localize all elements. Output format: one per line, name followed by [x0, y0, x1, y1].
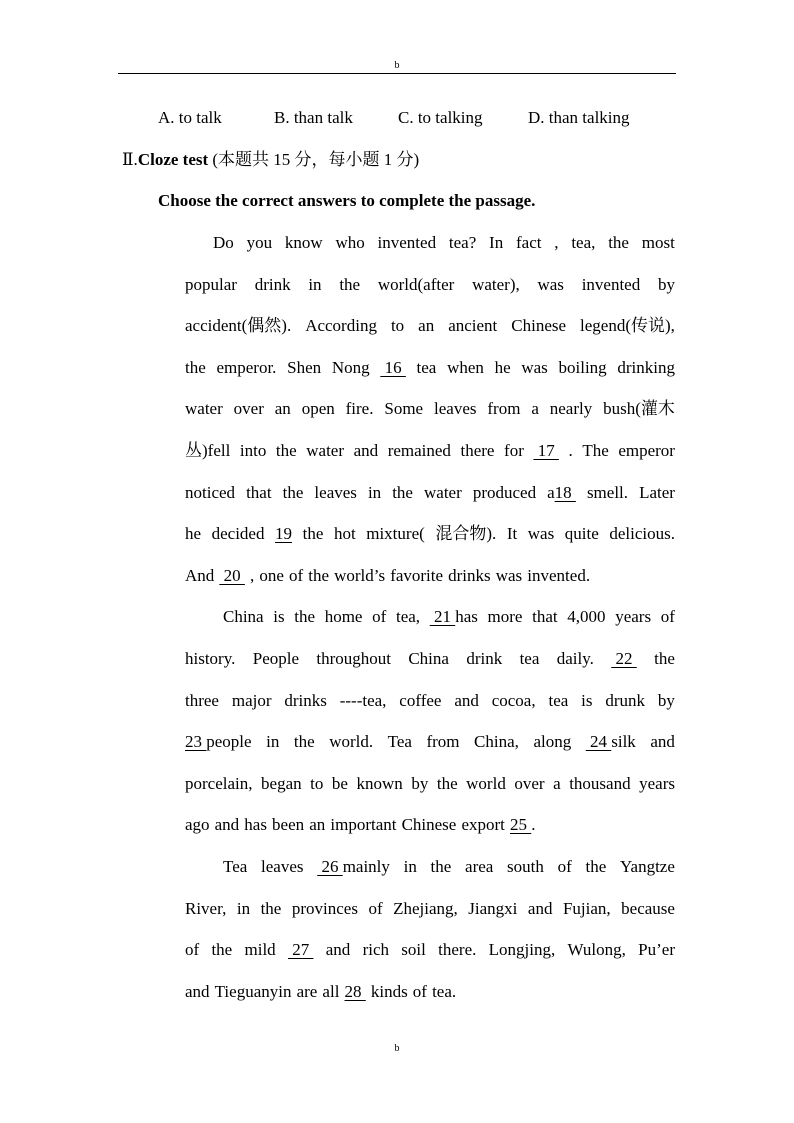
instruction: Choose the correct answers to complete the passage. [158, 191, 536, 210]
passage-word: popular [185, 274, 237, 294]
passage-word: Do [213, 233, 234, 252]
passage-word: open [301, 399, 335, 419]
passage-word: the [654, 648, 675, 668]
answer-blank: 23 [185, 732, 207, 752]
passage-word: cocoa, [491, 690, 536, 710]
passage-word: of [372, 607, 387, 627]
passage-word: Jiangxi [468, 898, 518, 918]
passage-word: tea. [432, 981, 457, 1001]
passage-word: world. [329, 732, 374, 752]
passage-word: of [557, 856, 572, 876]
passage-word: years [639, 773, 675, 793]
passage-word: to [390, 316, 405, 336]
paragraph-3 [185, 846, 675, 1012]
passage-word: there [460, 440, 495, 460]
passage-word: Longjing, [488, 940, 556, 960]
passage-word: tea? [448, 233, 477, 252]
passage-word: an [418, 316, 435, 336]
passage-word: was [537, 274, 564, 294]
passage-word: leaves [314, 482, 357, 502]
passage-word: coffee [399, 690, 442, 710]
passage-word: Later [639, 482, 675, 502]
passage-line [185, 846, 675, 888]
passage-word: favorite [390, 565, 444, 585]
passage-word: was [521, 357, 548, 377]
passage-line [185, 222, 675, 264]
passage-word: of [660, 607, 675, 627]
passage-word: a [553, 773, 561, 793]
passage-word: by [657, 274, 675, 294]
passage-word: Zhejiang, [393, 898, 458, 918]
passage-word: invented [581, 274, 641, 294]
passage-word: China, [474, 732, 519, 752]
answer-blank: 22 [611, 648, 637, 668]
passage-word: Chinese [511, 316, 567, 336]
passage-word: mixture( [366, 524, 425, 544]
passage-word: Chinese [401, 815, 457, 835]
passage-word: when [447, 357, 484, 377]
cloze-passage [185, 222, 675, 1012]
passage-word: important [330, 815, 397, 835]
passage-word: history. [185, 648, 236, 668]
passage-word: mild [244, 940, 276, 960]
passage-word: one [259, 565, 284, 585]
passage-word: fire. [345, 399, 374, 419]
answer-blank: 27 [287, 940, 314, 960]
passage-word: he [185, 524, 202, 544]
passage-word: from [426, 732, 460, 752]
passage-word [611, 638, 637, 680]
passage-word: from [487, 399, 521, 419]
passage-word: the [339, 274, 361, 294]
passage-word: daily. [556, 648, 594, 668]
passage-word: the [392, 482, 413, 502]
passage-word: Some [384, 399, 424, 419]
passage-word: 26 mainly [317, 846, 390, 888]
option-a: A. to talk [158, 108, 222, 127]
passage-line [185, 721, 675, 763]
passage-word: world(after [377, 274, 455, 294]
passage-word: by [411, 773, 429, 793]
passage-word: the [430, 856, 452, 876]
passage-word: Tea [223, 856, 248, 876]
passage-word: and [185, 981, 210, 1001]
answer-blank: 25 [509, 815, 532, 835]
passage-word: invented. [527, 565, 591, 585]
passage-word: the [282, 482, 304, 502]
passage-word: the [436, 773, 458, 793]
passage-line [185, 430, 675, 472]
passage-word: the [293, 732, 315, 752]
passage-word: leaves [434, 399, 477, 419]
page-footer-mark: b [394, 1043, 400, 1054]
passage-word: in [236, 898, 251, 918]
passage-word: smell. [586, 482, 629, 502]
passage-word: the [294, 607, 316, 627]
passage-word: 混合物). [435, 524, 497, 544]
passage-word: major [231, 690, 272, 710]
passage-word: accident(偶然). [185, 316, 292, 336]
passage-word: nearly [549, 399, 593, 419]
passage-word: because [621, 898, 675, 918]
option-c: C. to talking [398, 108, 483, 127]
passage-word: thousand [569, 773, 631, 793]
passage-word: an [309, 815, 326, 835]
passage-word: water [306, 440, 345, 460]
passage-word: world [466, 773, 506, 793]
passage-word: ago [185, 815, 210, 835]
passage-word: porcelain, [185, 773, 253, 793]
answer-blank: 18 [554, 482, 576, 502]
passage-word: three [185, 690, 219, 710]
passage-word: And [185, 565, 215, 585]
passage-word: the [260, 898, 282, 918]
passage-word: of [288, 565, 304, 585]
passage-word: People [252, 648, 300, 668]
passage-word [380, 347, 406, 389]
passage-line [185, 472, 675, 514]
passage-word: throughout [316, 648, 391, 668]
passage-word: 丛)fell [185, 440, 231, 460]
passage-word: boiling [558, 357, 607, 377]
passage-word [288, 929, 314, 971]
passage-word: years [615, 607, 652, 627]
passage-word: The [582, 440, 609, 460]
passage-word: legend(传说), [580, 316, 675, 336]
passage-word: most [641, 233, 675, 252]
passage-word: of [185, 940, 200, 960]
passage-word: he [494, 357, 511, 377]
passage-word: quite [564, 524, 599, 544]
passage-line [185, 638, 675, 680]
paragraph-1 [185, 222, 675, 596]
passage-word: is [273, 607, 285, 627]
passage-word: water [424, 482, 462, 502]
passage-word: soil [401, 940, 426, 960]
passage-word: invented [377, 233, 437, 252]
passage-word: is [581, 690, 593, 710]
passage-word: tea, [571, 233, 596, 252]
passage-line [185, 388, 675, 430]
passage-word: an [274, 399, 291, 419]
passage-word: to [310, 773, 324, 793]
passage-word: and [353, 440, 379, 460]
section-heading [122, 149, 419, 171]
passage-word [275, 513, 292, 555]
passage-word: and [527, 898, 553, 918]
passage-word: emperor. [216, 357, 277, 377]
passage-word: water [185, 399, 223, 419]
answer-blank: 20 [219, 565, 245, 585]
passage-word: in [266, 732, 280, 752]
passage-word: 24 silk [586, 721, 636, 763]
answer-blank: 26 [317, 856, 343, 876]
section-numeral: Ⅱ. [122, 150, 138, 169]
passage-word: delicious. [609, 524, 675, 544]
answer-blank: 16 [380, 357, 406, 377]
passage-word: fact [516, 233, 542, 252]
passage-line [185, 804, 675, 846]
passage-line [185, 555, 675, 597]
passage-word: a18 [547, 472, 576, 514]
passage-word: decided [211, 524, 265, 544]
passage-word: 25 . [510, 804, 536, 846]
passage-word: ----tea, [339, 690, 387, 710]
section-title: Cloze test [137, 150, 209, 169]
option-b: B. than talk [274, 108, 353, 127]
passage-word: was [495, 565, 523, 585]
passage-word: of [412, 981, 427, 1001]
passage-line [185, 929, 675, 971]
passage-word: rich [362, 940, 390, 960]
passage-word: in [308, 274, 322, 294]
option-d: D. than talking [528, 108, 630, 127]
passage-word: In [489, 233, 504, 252]
passage-word: noticed [185, 482, 236, 502]
passage-word: been [272, 815, 305, 835]
passage-word: drink [466, 648, 503, 668]
passage-word: drinks [448, 565, 491, 585]
passage-word: the [211, 940, 233, 960]
passage-word: tea, [395, 607, 421, 627]
passage-word: tea [519, 648, 540, 668]
passage-word [219, 555, 245, 597]
passage-word: drinks [284, 690, 327, 710]
passage-word: the [275, 440, 297, 460]
passage-word: the [308, 565, 329, 585]
passage-word: that [246, 482, 272, 502]
passage-word: who [335, 233, 365, 252]
passage-line [185, 305, 675, 347]
passage-word: of [368, 898, 383, 918]
passage-word: all [322, 981, 340, 1001]
passage-word: and [325, 940, 351, 960]
passage-word: bush(灌木 [603, 399, 675, 419]
passage-word: into [239, 440, 267, 460]
passage-word: China [408, 648, 449, 668]
passage-word: Pu’er [638, 940, 675, 960]
passage-word: world’s [334, 565, 386, 585]
passage-word: for [504, 440, 524, 460]
passage-word: that [532, 607, 558, 627]
passage-word: a [531, 399, 539, 419]
passage-word: are [296, 981, 318, 1001]
passage-word: Wulong, [567, 940, 626, 960]
passage-word: the [585, 856, 607, 876]
passage-word: was [527, 524, 555, 544]
passage-line [185, 888, 675, 930]
passage-word: along [533, 732, 572, 752]
section-note: (本题共 15 分，每小题 1 分) [208, 150, 420, 169]
passage-word: home [324, 607, 363, 627]
passage-word: kinds [370, 981, 408, 1001]
passage-word: 23 people [185, 721, 252, 763]
passage-line [185, 513, 675, 555]
passage-word: water), [472, 274, 520, 294]
passage-word: Nong [331, 357, 370, 377]
passage-word: over [233, 399, 264, 419]
answer-blank: 17 [533, 440, 559, 460]
passage-word: more [487, 607, 523, 627]
passage-word: It [506, 524, 518, 544]
passage-word: know [284, 233, 323, 252]
passage-word: began [261, 773, 302, 793]
passage-word: ancient [448, 316, 498, 336]
passage-word: leaves [261, 856, 304, 876]
passage-line [185, 347, 675, 389]
passage-word: in [367, 482, 382, 502]
passage-word: Fujian, [562, 898, 611, 918]
passage-word: 21 has [430, 596, 478, 638]
passage-word: has [244, 815, 267, 835]
answer-blank: 28 [344, 981, 366, 1001]
passage-word: produced [472, 482, 537, 502]
passage-word: south [507, 856, 544, 876]
page-header-mark: b [394, 60, 400, 71]
passage-word: tea [416, 357, 437, 377]
header-rule [118, 73, 676, 74]
answer-blank: 24 [585, 732, 612, 752]
passage-word: Tea [387, 732, 412, 752]
passage-word: and [214, 815, 240, 835]
passage-word: drink [254, 274, 291, 294]
passage-word [533, 430, 559, 472]
passage-word: export [461, 815, 505, 835]
passage-word: drinking [617, 357, 675, 377]
passage-word: and [454, 690, 479, 710]
passage-word: provinces [291, 898, 358, 918]
passage-word: in [403, 856, 417, 876]
passage-word [345, 971, 366, 1013]
passage-word: , [554, 233, 559, 252]
passage-word: remained [387, 440, 451, 460]
passage-word: and [650, 732, 675, 752]
passage-word: the [608, 233, 629, 252]
passage-word: tea [548, 690, 569, 710]
passage-line [185, 680, 675, 722]
passage-word: you [246, 233, 273, 252]
passage-word: , [249, 565, 255, 585]
paragraph-2 [185, 596, 675, 846]
passage-line [185, 971, 675, 1013]
passage-line [185, 763, 675, 805]
passage-word: According [305, 316, 377, 336]
answer-blank: 19 [275, 524, 293, 544]
passage-word: River, [185, 898, 227, 918]
passage-word: Shen [287, 357, 322, 377]
passage-word: Yangtze [619, 856, 675, 876]
passage-line [185, 596, 675, 638]
passage-word: be [331, 773, 348, 793]
passage-word: the [185, 357, 206, 377]
passage-word: known [356, 773, 403, 793]
passage-word: by [657, 690, 675, 710]
passage-word: there. [438, 940, 477, 960]
passage-word: China [223, 607, 264, 627]
passage-word: . [568, 440, 573, 460]
passage-word: drunk [605, 690, 646, 710]
passage-line [185, 264, 675, 306]
passage-word: hot [333, 524, 356, 544]
passage-word: Tieguanyin [214, 981, 292, 1001]
passage-word: over [514, 773, 545, 793]
passage-word: emperor [618, 440, 675, 460]
passage-word: the [302, 524, 324, 544]
passage-word: area [465, 856, 494, 876]
answer-blank: 21 [429, 607, 456, 627]
passage-word: 4,000 [567, 607, 606, 627]
